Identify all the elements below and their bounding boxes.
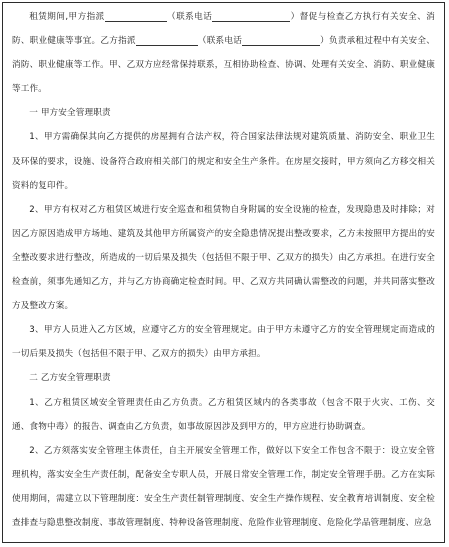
p1-text-c: ）督促与检查乙方执行有关安全、消防、职业健康等事宜。乙方指派	[12, 12, 435, 47]
p1-text-d: （联系电话	[197, 36, 243, 47]
paragraph-yi-1: 1、乙方租赁区域安全管理责任由乙方负责。乙方租赁区域内的各类事故（包含不限于火灾、工伤、交通、食物中毒）的报告、调查由乙方负责，如事故原因涉及到甲方的，甲方应进行协助调查。	[12, 397, 435, 432]
document-page	[2, 2, 445, 543]
yi-designee-blank	[136, 33, 198, 46]
paragraph-responsible-persons	[12, 5, 435, 101]
paragraph-jia-1: 1、甲方需确保其向乙方提供的房屋拥有合法产权，符合国家法律法规对建筑质量、消防安全、职业卫生及环保的要求，设施、设备符合政府相关部门的规定和安全生产条件。在房屋交接时，甲方须向乙方移交相关资料的复印件。	[12, 132, 435, 191]
paragraph-yi-2: 2、乙方须落实安全管理主体责任，自主开展安全管理工作，做好以下安全工作包含不限于：设立安全管理机构，落实安全生产责任制，配备安全专职人员，开展日常安全管理工作，制定安全管理手册。乙方在实际使用期间，需建立以下管理制度：安全生产责任制管理制度、安全生产操作规程、安全教育培训制度、安全检查排查与隐患整改制度、事故管理制度、特种设备管理制度、危险作业管理制度、危险化学品管理制度、应急	[12, 445, 435, 528]
section-heading-jia: 一 甲方安全管理职责	[29, 108, 111, 119]
jia-phone-blank	[212, 9, 290, 22]
p1-text-e: ）负责承租过程中有关安全、消防、职业健康等工作。甲、乙双方应经常保持联系，互相协助检查、协调、处理有关安全、消防、职业健康等工作。	[12, 36, 435, 95]
p1-text-a: 租赁期间,甲方指派	[29, 12, 105, 22]
jia-designee-blank	[105, 9, 167, 22]
yi-phone-blank	[242, 33, 320, 46]
document-body	[12, 5, 435, 535]
p1-text-b: （联系电话	[166, 12, 213, 22]
paragraph-jia-3: 3、甲方人员进入乙方区域，应遵守乙方的安全管理规定。由于甲方未遵守乙方的安全管理规定而造成的一切后果及损失（包括但不限于甲、乙双方的损失）由甲方承担。	[12, 325, 435, 360]
section-heading-yi: 二 乙方安全管理职责	[29, 373, 111, 384]
paragraph-jia-2: 2、甲方有权对乙方租赁区域进行安全巡查和租赁物自身附属的安全设施的检查，发现隐患及时排除；对因乙方原因造成甲方场地、建筑及其他甲方所属资产的安全隐患情况提出整改要求，乙方未按照甲方提出的安全整改要求进行整改，所造成的一切后果及损失（包括但不限于甲、乙双方的损失）由乙方承担。在进行安全检查前，须事先通知乙方，并与乙方协商确定检查时间。甲、乙双方共同确认需整改的问题，并共同落实整改方及整改方案。	[12, 204, 435, 312]
